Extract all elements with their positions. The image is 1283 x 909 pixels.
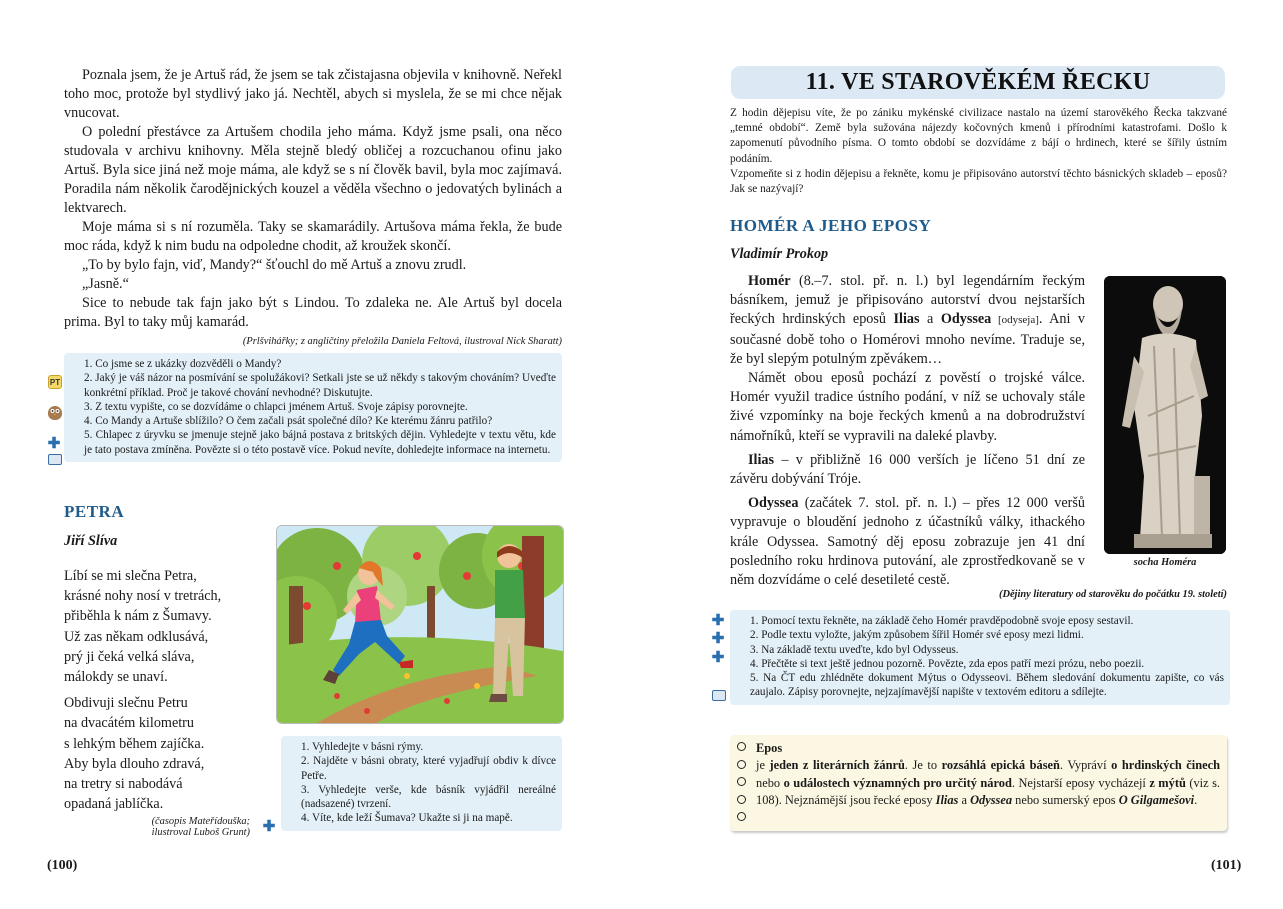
question-item	[70, 428, 556, 457]
bold-run: jeden z literárních žánrů	[769, 758, 905, 773]
text-run: – v přibližně 16 000 verších je líčeno 51 dní ze závěru dobývání Tróje.	[730, 451, 1085, 488]
intro-paragraph: Vzpomeňte si z hodin dějepisu a řekněte, komu je připisováno autorství těchto básnických skladeb – eposů? Jak se nazývají?	[730, 167, 1227, 196]
circle-bullet	[737, 795, 746, 804]
section-author: Vladimír Prokop	[730, 246, 829, 262]
poem-line: prý ji čeká velká sláva,	[64, 648, 195, 665]
story-excerpt	[64, 66, 562, 347]
poem-title: PETRA	[64, 502, 125, 521]
poem-line: na tretry si nabodává	[64, 776, 183, 793]
question-item	[736, 614, 1224, 628]
poem-stanza	[64, 566, 264, 687]
bullet-circles	[737, 742, 751, 830]
question-item	[70, 357, 556, 371]
bold-italic-run: Ilias	[935, 792, 959, 807]
pt-icon: PT	[48, 375, 62, 389]
text-run: (8.–7. stol. př. n. l.) byl legendárním řeckým básníkem, jemuž je připisováno autorství dvou nejstarších řeckých hrdinských eposů	[730, 273, 1085, 328]
article-paragraph	[730, 272, 1085, 369]
questions-box-story	[64, 353, 562, 462]
statue-caption: socha Homéra	[1133, 557, 1197, 568]
bold-term: Odyssea	[940, 311, 992, 328]
story-paragraph: „To by bylo fajn, viď, Mandy?“ šťouchl do mě Artuš a znovu zrudl.	[82, 257, 467, 273]
text-run: . Nejstarší eposy vycházejí	[1011, 775, 1150, 790]
questions-box-homer	[730, 610, 1230, 705]
question-text: 3. Vyhledejte verše, kde básník vyjádřil nereálné (nadsazené) tvrzení.	[301, 783, 556, 811]
circle-bullet	[737, 812, 746, 821]
article-paragraph	[730, 451, 1085, 489]
text-run: (začátek 7. stol. př. n. l.) – přes 12 000 veršů vypravuje o bloudění jednoho z účastníků války, ithackého krále Odyssea. Samotný děj eposu zobrazuje jen 41 dní posledního roku hrdinova putování, ale zprostředkovaně se v něm dozvídáme o celé desetileté cestě.	[730, 495, 1085, 589]
question-item	[287, 740, 556, 754]
bold-term: Odyssea	[748, 495, 799, 512]
puzzle-icon: ✚	[711, 612, 725, 629]
question-text: 4. Přečtěte si text ještě jednou pozorně. Povězte, zda epos patří mezi prózu, nebo poezii.	[750, 657, 1145, 670]
text-run: a	[919, 311, 941, 328]
story-paragraph: Poznala jsem, že je Artuš rád, že jsem se tak zčistajasna objevila v knihovně. Neřekl toho moc, protože byl stydlivý jako já. Nechtěl, abych si myslela, že se mi chce nějak vnucovat.	[64, 67, 562, 121]
puzzle-icon: ✚	[711, 649, 725, 666]
poem	[64, 566, 264, 820]
article-credit: (Dějiny literatury od starověku do počátku 19. století)	[998, 589, 1227, 600]
text-run: . Vypráví	[1059, 758, 1112, 773]
question-text: 5. Na ČT edu zhlédněte dokument Mýtus o Odysseovi. Během sledování dokumentu zapište, co vás zaujalo. Zápisy porovnejte, nejzajímavější napište v textovém editoru a sdílejte.	[750, 672, 1224, 699]
definition-term: Epos	[756, 741, 783, 755]
homer-article	[730, 272, 1085, 590]
bold-run: o hrdinských činech	[1111, 758, 1221, 773]
epos-definition	[756, 740, 1220, 809]
poem-line: přiběhla k nám z Šumavy.	[64, 608, 212, 625]
circle-bullet	[737, 777, 746, 786]
text-run: . Ani v současné době toho o Homérovi mnoho nevíme. Traduje se, že byl slepým potulným zpěvákem…	[730, 311, 1085, 367]
question-text: 2. Najděte v básni obraty, které vyjadřují obdiv k dívce Petře.	[301, 755, 556, 782]
questions-box-poem	[281, 736, 562, 831]
poem-line: na dvacátém kilometru	[64, 715, 195, 732]
question-text: 1. Pomocí textu řekněte, na základě čeho Homér pravděpodobně svoje eposy sestavil.	[750, 615, 1134, 627]
question-item	[736, 657, 1224, 671]
story-paragraph: Sice to nebude tak fajn jako být s Lindou. To zdaleka ne. Ale Artuš byl docela prima. Byl to taky můj kamarád.	[64, 295, 562, 330]
poem-line: Aby byla dlouho zdravá,	[64, 755, 205, 772]
story-paragraph: Moje máma si s ní rozuměla. Taky se skamarádily. Artušova máma řekla, že bude moc ráda, když k nim budu na odpoledne chodit, až kroužek skončí.	[64, 219, 562, 254]
poem-credit	[120, 816, 250, 838]
bold-term: Ilias	[893, 311, 920, 328]
puzzle-icon: ✚	[711, 630, 725, 647]
question-item	[736, 628, 1224, 642]
question-text: 4. Co Mandy a Artuše sblížilo? O čem začali psát společné dílo? Ke kterému žánru patřilo?	[84, 415, 493, 428]
running-girl-illustration	[276, 525, 564, 724]
bold-italic-run: O Gilgamešovi	[1118, 792, 1195, 807]
text-run: a	[958, 792, 971, 807]
question-text: 2. Podle textu vyložte, jakým způsobem šířil Homér své eposy mezi lidmi.	[750, 629, 1084, 642]
puzzle-icon: ✚	[47, 435, 61, 452]
circle-bullet	[737, 760, 746, 769]
poem-line: Líbí se mi slečna Petra,	[64, 568, 197, 584]
question-item	[70, 371, 556, 400]
chapter-intro	[730, 106, 1227, 197]
story-paragraph: O polední přestávce za Artušem chodila jeho máma. Když jsme psali, ona něco studovala v archivu knihovny. Měla stejně bledý obličej a rozcuchanou ofinu jako Artuš. Byla sice jiná než moje máma, ale když se s ní člověk bavil, byla moc zajímavá. Poradila nám několik čarodějnických kouzel a věděla všechno o jedovatých bylinách a lektvarech.	[64, 124, 562, 216]
poem-author: Jiří Slíva	[64, 533, 118, 549]
right-page	[641, 0, 1283, 909]
poem-line: Obdivuji slečnu Petru	[64, 695, 188, 712]
poem-stanza	[64, 693, 264, 814]
homer-statue-photo	[1104, 276, 1226, 554]
bold-run: z mýtů	[1149, 775, 1186, 790]
owl-icon	[48, 406, 62, 420]
article-paragraph: Námět obou eposů pochází z pověstí o trojské válce. Homér využil tradice ústního podání, v níž se uchovaly stále živé vzpomínky na boje řeckých kmenů a na dobrodružství námořníků, kteří se vypravili na daleké plavby.	[730, 370, 1085, 444]
question-item	[736, 643, 1224, 657]
bold-term: Homér	[748, 273, 791, 289]
question-text: 1. Co jsme se z ukázky dozvěděli o Mandy?	[84, 358, 282, 370]
question-item	[70, 414, 556, 428]
text-run: (viz s. 108). Nejznámější jsou řecké eposy	[756, 775, 1220, 807]
question-text: 2. Jaký je váš názor na posmívání se spolužákovi? Setkali jste se už někdy s takovým chováním? Uveďte konkrétní příklad. Proč je takové chování nevhodné? Diskutujte.	[84, 372, 556, 399]
question-text: 3. Z textu vypište, co se dozvídáme o chlapci jménem Artuš. Svoje zápisy porovnejte.	[84, 400, 468, 413]
question-item	[287, 783, 556, 812]
question-text: 3. Na základě textu uveďte, kdo byl Odysseus.	[750, 643, 959, 656]
poem-credit-line: ilustroval Luboš Grunt)	[151, 827, 250, 838]
text-run: nebo	[756, 775, 784, 790]
bold-term: Ilias	[748, 451, 775, 468]
poem-line: málokdy se unaví.	[64, 669, 168, 686]
question-text: 1. Vyhledejte v básni rýmy.	[301, 741, 424, 753]
computer-icon	[712, 690, 726, 701]
puzzle-icon: ✚	[262, 818, 276, 835]
bold-run: o událostech významných pro určitý národ	[783, 775, 1012, 790]
page-number: (100)	[47, 858, 78, 873]
chapter-title: 11. VE STAROVĚKÉM ŘECKU	[731, 66, 1225, 99]
bold-run: rozsáhlá epická báseň	[941, 758, 1060, 773]
question-item	[70, 400, 556, 414]
text-run: . Je to	[904, 758, 942, 773]
text-run: nebo sumerský epos	[1012, 792, 1119, 807]
poem-line: krásné nohy nosí v tretrách,	[64, 588, 222, 605]
text-run: je	[756, 758, 770, 773]
section-title: HOMÉR A JEHO EPOSY	[730, 216, 932, 235]
pronunciation: [odyseja]	[991, 314, 1039, 327]
question-text: 5. Chlapec z úryvku se jmenuje stejně jako bájná postava z britských dějin. Vyhledejte v textu větu, kde je tato postava zmíněna. Povězte si o této postavě více. Pokud nevíte, dohledejte informace na internetu.	[84, 429, 556, 456]
bold-italic-run: Odyssea	[970, 792, 1013, 807]
question-item	[287, 754, 556, 783]
question-item	[736, 671, 1224, 700]
circle-bullet	[737, 742, 746, 751]
question-item	[287, 811, 556, 825]
story-paragraph: „Jasně.“	[82, 276, 129, 292]
text-run: .	[1194, 792, 1198, 807]
computer-icon	[48, 454, 62, 465]
poem-line: Už zas někam odklusává,	[64, 628, 209, 645]
article-paragraph	[730, 494, 1085, 590]
poem-line: s lehkým během zajíčka.	[64, 735, 205, 752]
poem-credit-line: (časopis Mateřídouška;	[151, 816, 250, 827]
poem-line: opadaná jablíčka.	[64, 796, 164, 813]
left-page	[0, 0, 641, 909]
question-text: 4. Víte, kde leží Šumava? Ukažte si ji na mapě.	[301, 812, 513, 825]
story-credit: (Prlšvihářky; z angličtiny přeložila Daniela Feltová, ilustroval Nick Sharatt)	[242, 336, 562, 347]
intro-paragraph: Z hodin dějepisu víte, že po zániku mykénské civilizace nastalo na území starověkého Řecka takzvané „temné období“. Země byla sužována nájezdy kočovných kmenů i přírodními katastrofami. Došlo k zapomenutí původního písma. O tomto období se dozvídáme z bájí o hrdinech, které se šířily ústním podáním.	[730, 107, 1227, 165]
page-number: (101)	[1211, 858, 1242, 873]
